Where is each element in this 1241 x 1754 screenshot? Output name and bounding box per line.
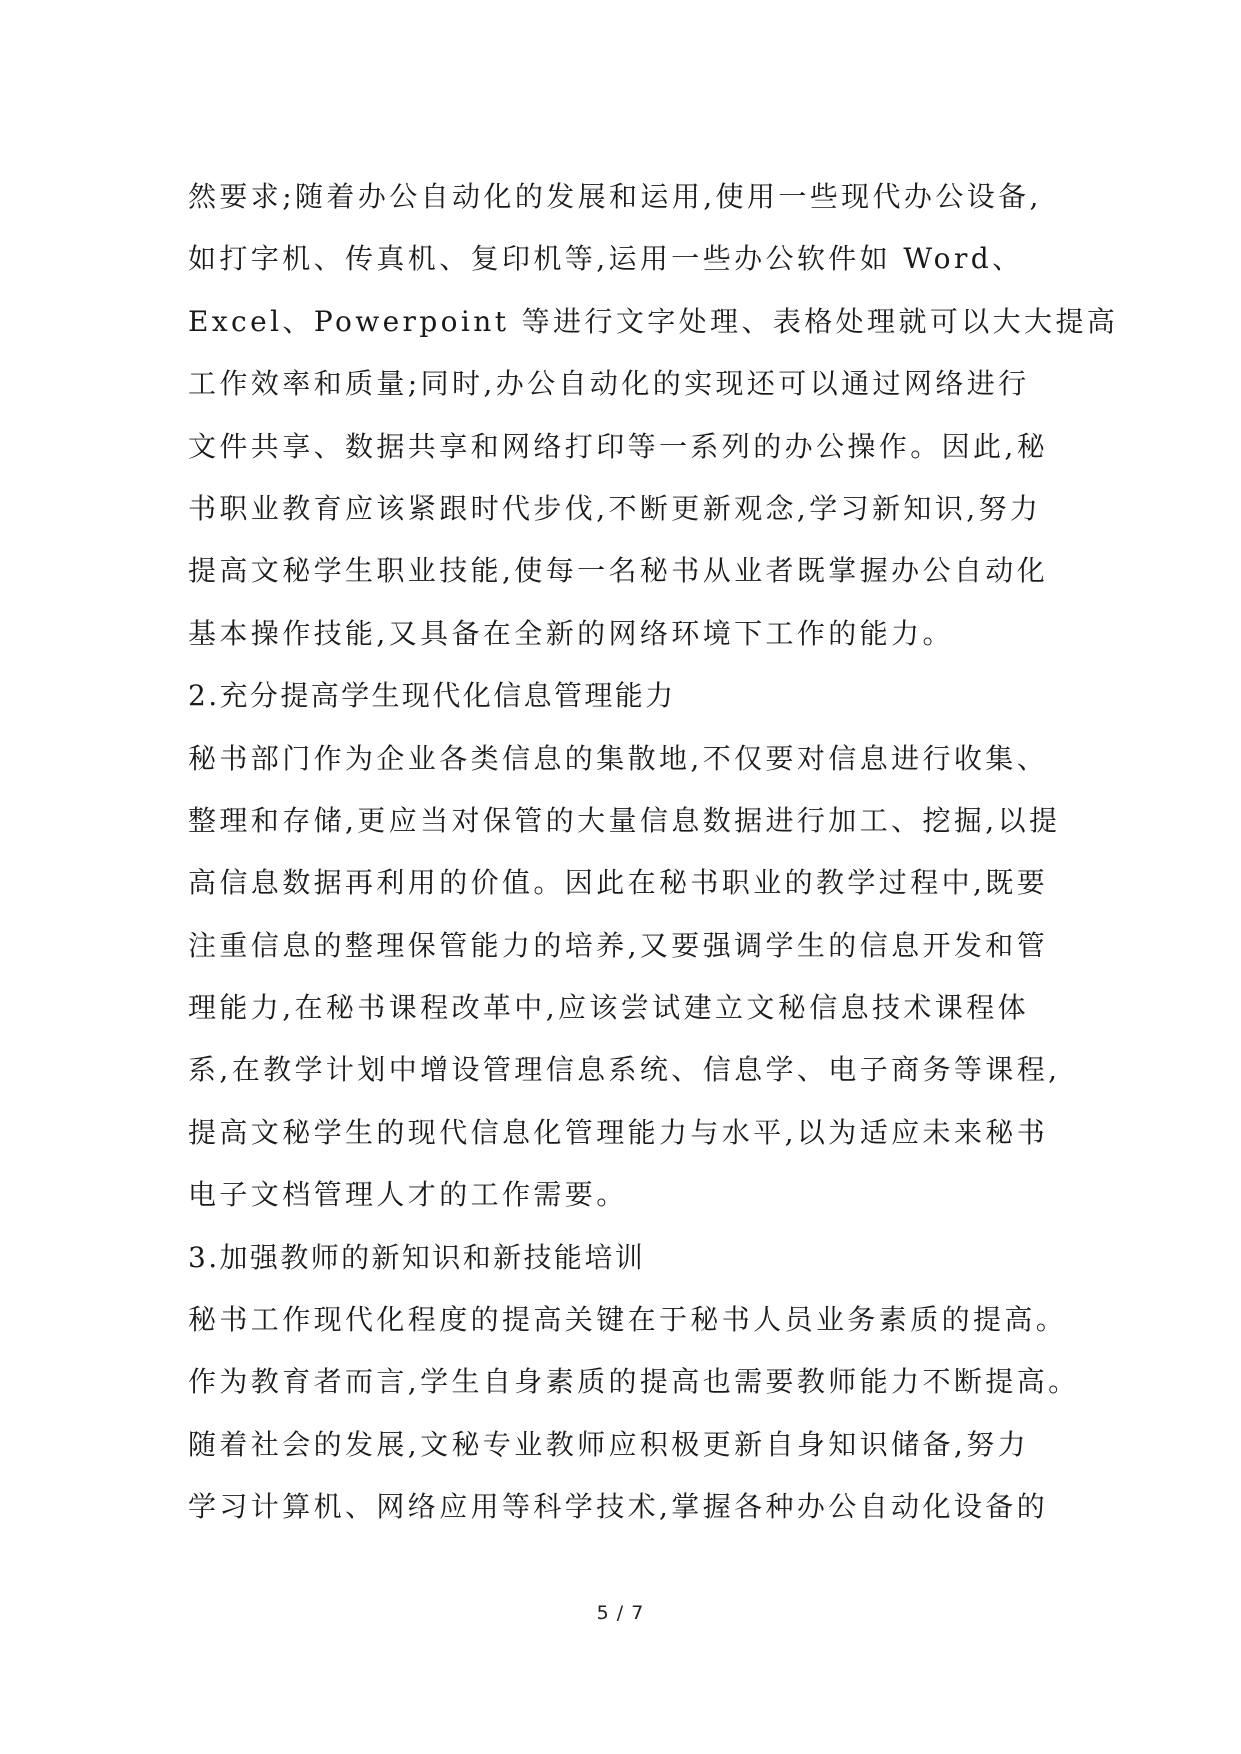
paragraph-line: 注重信息的整理保管能力的培养,又要强调学生的信息开发和管 xyxy=(188,928,1049,962)
page-number: 5 / 7 xyxy=(596,1602,645,1624)
paragraph-line: 电子文档管理人才的工作需要。 xyxy=(188,1178,628,1212)
paragraph-line: 秘书部门作为企业各类信息的集散地,不仅要对信息进行收集、 xyxy=(188,741,1049,775)
paragraph-line: 整理和存储,更应当对保管的大量信息数据进行加工、挖掘,以提 xyxy=(188,803,1061,837)
paragraph-line: 学习计算机、网络应用等科学技术,掌握各种办公自动化设备的 xyxy=(188,1490,1049,1524)
paragraph-line: Excel、Powerpoint 等进行文字处理、表格处理就可以大大提高 xyxy=(188,304,1119,338)
paragraph-line: 秘书工作现代化程度的提高关键在于秘书人员业务素质的提高。 xyxy=(188,1303,1068,1337)
paragraph-line: 工作效率和质量;同时,办公自动化的实现还可以通过网络进行 xyxy=(188,367,1030,401)
paragraph-line: 作为教育者而言,学生自身素质的提高也需要教师能力不断提高。 xyxy=(188,1365,1080,1399)
paragraph-line: 理能力,在秘书课程改革中,应该尝试建立文秘信息技术课程体 xyxy=(188,991,1030,1025)
section-heading: 2.充分提高学生现代化信息管理能力 xyxy=(188,679,676,713)
paragraph-line: 高信息数据再利用的价值。因此在秘书职业的教学过程中,既要 xyxy=(188,866,1049,900)
paragraph-line: 提高文秘学生的现代信息化管理能力与水平,以为适应未来秘书 xyxy=(188,1115,1049,1149)
section-heading: 3.加强教师的新知识和新技能培训 xyxy=(188,1240,646,1274)
paragraph-line: 书职业教育应该紧跟时代步伐,不断更新观念,学习新知识,努力 xyxy=(188,491,1042,525)
paragraph-line: 系,在教学计划中增设管理信息系统、信息学、电子商务等课程, xyxy=(188,1053,1061,1087)
body-text xyxy=(188,166,1119,1539)
paragraph-line: 提高文秘学生职业技能,使每一名秘书从业者既掌握办公自动化 xyxy=(188,554,1049,588)
paragraph-line: 随着社会的发展,文秘专业教师应积极更新自身知识储备,努力 xyxy=(188,1427,1030,1461)
paragraph-line: 文件共享、数据共享和网络打印等一系列的办公操作。因此,秘 xyxy=(188,429,1049,463)
paragraph-line: 基本操作技能,又具备在全新的网络环境下工作的能力。 xyxy=(188,616,954,650)
paragraph-line: 然要求;随着办公自动化的发展和运用,使用一些现代办公设备, xyxy=(188,180,1042,213)
paragraph-line: 如打字机、传真机、复印机等,运用一些办公软件如 Word、 xyxy=(188,242,1024,276)
